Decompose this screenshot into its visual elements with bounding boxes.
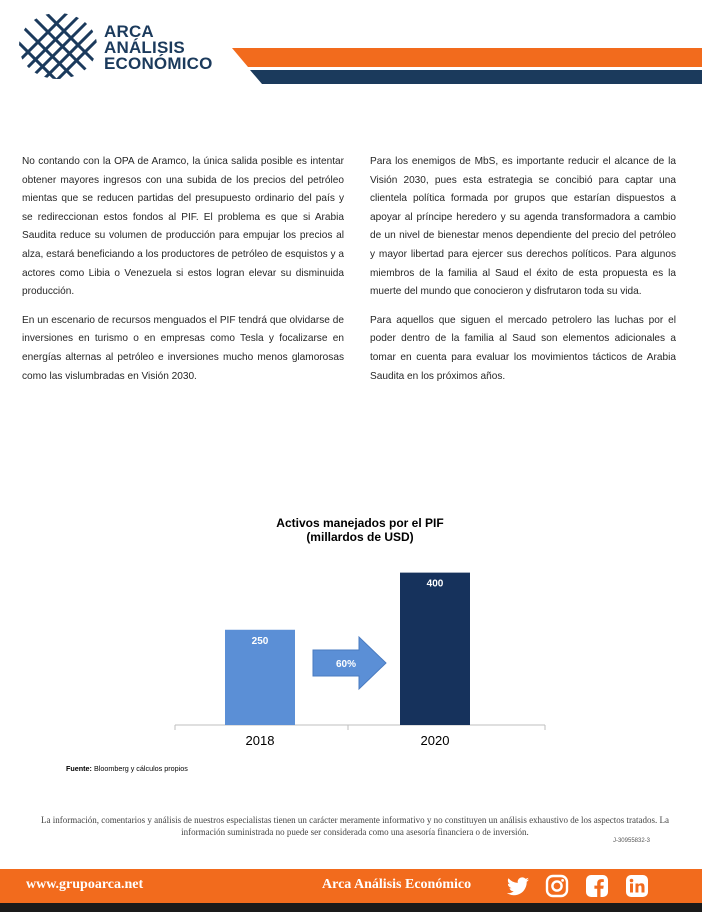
paragraph: En un escenario de recursos menguados el PIF tendrá que olvidarse de inversiones en turismo o en empresas como Tesla y focalizarse en energías alternas al petróleo e inversiones mucho menos glamorosas como las vislumbradas en Visión 2030. xyxy=(22,314,344,382)
category-label: 2018 xyxy=(245,733,275,748)
footer-bottom-bar xyxy=(0,903,702,912)
twitter-icon[interactable] xyxy=(506,874,530,898)
disclaimer: La información, comentarios y análisis de nuestros especialistas tienen un carácter meramente informativo y no constituyen un análisis exhaustivo de los aspectos tratados. La información suministrada no puede ser considerada como una asesoría financiera o de inversión. xyxy=(40,815,670,837)
growth-label: 60% xyxy=(335,659,357,670)
right-column xyxy=(370,153,676,396)
chart-subtitle: (millardos de USD) xyxy=(306,530,414,544)
logo-wordmark xyxy=(104,24,213,72)
brand-name: Arca Análisis Económico xyxy=(322,877,472,892)
source-label: Fuente: xyxy=(66,764,92,773)
arca-logo-icon xyxy=(18,12,100,80)
logo-line-3: ECONÓMICO xyxy=(104,54,213,73)
reference-code: J-30955832-3 xyxy=(612,838,650,844)
chart-title: Activos manejados por el PIF xyxy=(276,516,444,530)
linkedin-icon[interactable] xyxy=(625,874,649,898)
category-label: 2020 xyxy=(420,733,450,748)
bar-chart xyxy=(150,510,570,750)
website-link[interactable]: www.grupoarca.net xyxy=(26,877,144,892)
bar-2020 xyxy=(400,573,470,725)
data-label: 400 xyxy=(426,578,444,590)
facebook-icon[interactable] xyxy=(585,874,609,898)
source-text: Bloomberg y cálculos propios xyxy=(91,764,188,773)
instagram-icon[interactable] xyxy=(545,874,569,898)
footer xyxy=(0,869,702,903)
left-column xyxy=(22,153,344,396)
paragraph: Para aquellos que siguen el mercado petrolero las luchas por el poder dentro de la familia al Saud son elementos adicionales a tomar en cuenta para evaluar los movimientos tácticos de Arabia Saudita en los próximos años. xyxy=(370,314,676,382)
chart-source xyxy=(66,764,188,773)
logo-line-1: ARCA xyxy=(104,22,154,41)
chart-plot xyxy=(150,510,570,750)
logo-line-2: ANÁLISIS xyxy=(104,38,185,57)
paragraph: Para los enemigos de MbS, es importante reducir el alcance de la Visión 2030, pues esta estrategia se concibió para captar una clientela política formada por grupos que estarían dispuestos a apoyar al príncipe heredero y su agenda transformadora a cambio de un nivel de bienestar menos dependiente del precio del petróleo y mayor libertad para ejercer sus derechos políticos. Para algunos miembros de la familia al Saud el éxito de esta propuesta es la muerte del mundo que conocieron y disfrutaron toda su vida. xyxy=(370,156,676,298)
data-label: 250 xyxy=(251,635,269,647)
paragraph: No contando con la OPA de Aramco, la única salida posible es intentar obtener mayores ingresos con una subida de los precios del petróleo mientas que se reducen partidas del presupuesto ordinario del país y se redireccionan estos fondos al PIF. El problema es que si Arabia Saudita reduce su volumen de producción para empujar los precios al alza, estará beneficiando a los productores de petróleo de esquistos y a actores como Libia o Venezuela si estos logran elevar su disminuida producción. xyxy=(22,156,344,298)
